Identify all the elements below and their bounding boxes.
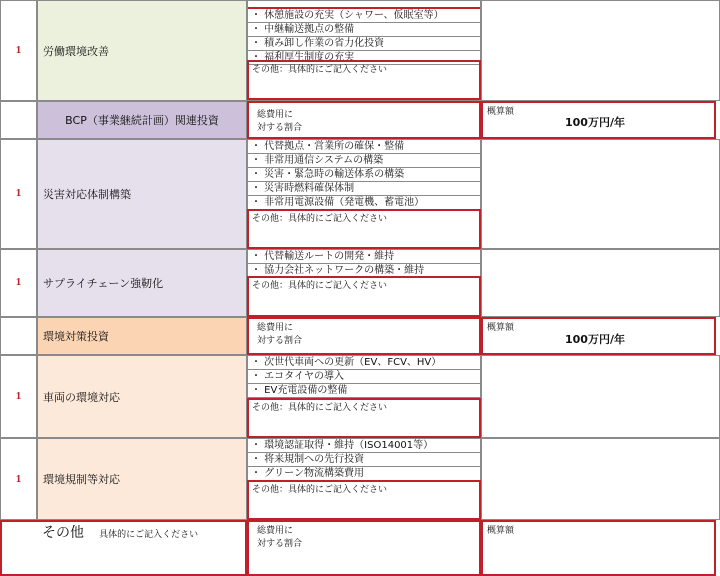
misc-estimate-input[interactable] — [481, 520, 716, 576]
env-ratio-line1: 総費用に — [257, 323, 294, 333]
bcp-ratio-input[interactable] — [247, 101, 481, 139]
labor-option[interactable]: ・ 中継輸送拠点の整備 — [248, 23, 480, 37]
regulation-label-cell — [37, 438, 247, 520]
regulation-other-input[interactable]: その他：具体的にご記入ください — [247, 480, 481, 520]
regulation-label: 環境規制等対応 — [43, 473, 120, 486]
supply-label: サプライチェーン強靭化 — [43, 277, 164, 290]
bcp-amount: 100万円/年 — [565, 116, 625, 129]
vehicle-option[interactable]: ・ EV充電設備の整備 — [248, 384, 480, 398]
env-ratio-line2: 対する割合 — [257, 336, 303, 346]
supply-label-cell — [37, 249, 247, 317]
labor-right-cell — [481, 0, 720, 101]
labor-label-cell — [37, 0, 247, 101]
disaster-right-cell — [481, 139, 720, 249]
env-ratio-input[interactable] — [247, 317, 481, 355]
disaster-label: 災害対応体制構築 — [43, 188, 131, 201]
labor-option[interactable]: ・ 福利厚生制度の充実 — [248, 51, 480, 65]
vehicle-num: 1 — [15, 390, 22, 402]
supply-option[interactable]: ・ 協力会社ネットワークの構築・維持 — [248, 264, 480, 278]
disaster-label-cell — [37, 139, 247, 249]
regulation-num: 1 — [15, 473, 22, 485]
misc-label-group — [42, 522, 242, 542]
disaster-option[interactable]: ・ 非常用電源設備（発電機、蓄電池） — [248, 196, 480, 210]
misc-estimate-label: 概算額 — [487, 526, 515, 536]
labor-num: 1 — [15, 44, 22, 56]
misc-ratio-line1: 総費用に — [257, 526, 294, 536]
env-num-cell — [0, 317, 37, 355]
disaster-option[interactable]: ・ 災害時燃料確保体制 — [248, 182, 480, 196]
vehicle-label-cell — [37, 355, 247, 438]
supply-right-cell — [481, 249, 720, 317]
labor-other-input[interactable]: その他：具体的にご記入ください — [247, 60, 481, 100]
bcp-label: BCP（事業継続計画）関連投資 — [65, 114, 219, 127]
disaster-num: 1 — [15, 187, 22, 199]
labor-top-border — [248, 1, 480, 9]
env-label-cell — [37, 317, 247, 355]
labor-label: 労働環境改善 — [43, 44, 109, 58]
bcp-ratio-line2: 対する割合 — [257, 123, 303, 133]
disaster-option[interactable]: ・ 非常用通信システムの構築 — [248, 154, 480, 168]
disaster-option[interactable]: ・ 災害・緊急時の輸送体系の構築 — [248, 168, 480, 182]
labor-option[interactable]: ・ 休憩施設の充実（シャワー、仮眠室等） — [248, 9, 480, 23]
vehicle-option[interactable]: ・ 次世代車両への更新（EV、FCV、HV） — [248, 356, 480, 370]
regulation-option[interactable]: ・ 環境認証取得・維持（ISO14001等） — [248, 439, 480, 453]
vehicle-option[interactable]: ・ エコタイヤの導入 — [248, 370, 480, 384]
regulation-option[interactable]: ・ グリーン物流構築費用 — [248, 467, 480, 481]
vehicle-other-input[interactable]: その他：具体的にご記入ください — [247, 398, 481, 438]
env-estimate-label: 概算額 — [487, 323, 515, 333]
supply-num: 1 — [15, 276, 22, 288]
misc-ratio-input[interactable] — [247, 520, 481, 576]
misc-note: 具体的にご記入ください — [99, 530, 199, 540]
supply-other-input[interactable]: その他：具体的にご記入ください — [247, 276, 481, 317]
env-label: 環境対策投資 — [43, 330, 109, 343]
env-amount: 100万円/年 — [565, 333, 625, 346]
misc-label: その他 — [42, 526, 84, 541]
disaster-other-input[interactable]: その他：具体的にご記入ください — [247, 209, 481, 249]
regulation-right-cell — [481, 438, 720, 520]
bcp-estimate-label: 概算額 — [487, 107, 515, 117]
bcp-label-cell — [37, 101, 247, 139]
misc-ratio-line2: 対する割合 — [257, 539, 303, 549]
vehicle-label: 車両の環境対応 — [43, 390, 120, 404]
regulation-option[interactable]: ・ 将来規制への先行投資 — [248, 453, 480, 467]
bcp-ratio-line1: 総費用に — [257, 110, 294, 120]
disaster-option[interactable]: ・ 代替拠点・営業所の確保・整備 — [248, 140, 480, 154]
vehicle-right-cell — [481, 355, 720, 438]
supply-option[interactable]: ・ 代替輸送ルートの開発・維持 — [248, 250, 480, 264]
labor-option[interactable]: ・ 積み卸し作業の省力化投資 — [248, 37, 480, 51]
bcp-num-cell — [0, 101, 37, 139]
